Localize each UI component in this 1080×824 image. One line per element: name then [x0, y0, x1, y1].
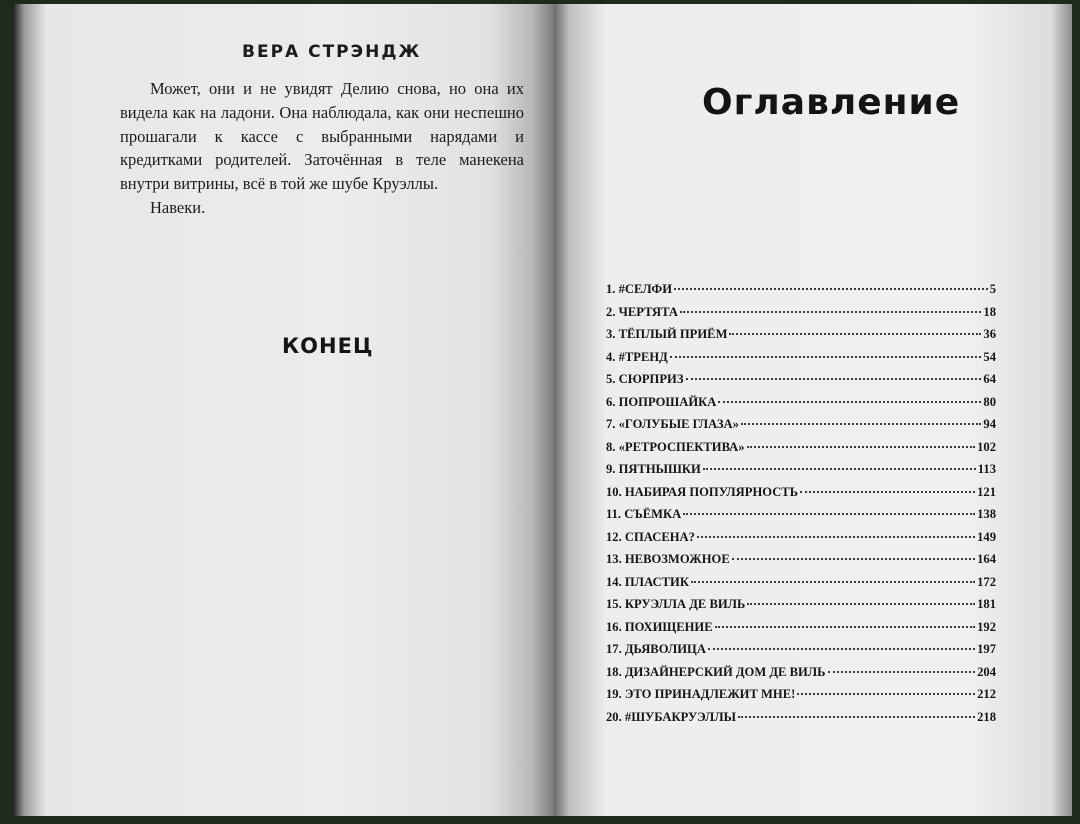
right-page: [554, 4, 1072, 816]
toc-dot-leader: [828, 671, 976, 673]
toc-dot-leader: [680, 311, 981, 313]
toc-dot-leader: [797, 693, 975, 695]
toc-entry-page-number: 204: [977, 664, 996, 679]
paragraph: Навеки.: [150, 197, 206, 217]
toc-entry-label: 3. ТЁПЛЫЙ ПРИЁМ: [606, 327, 728, 341]
toc-entry-page-number: 113: [977, 462, 996, 476]
toc-entry: [606, 372, 996, 395]
toc-entry-label: 16. ПОХИЩЕНИЕ: [606, 619, 713, 634]
toc-entry: [606, 507, 996, 530]
table-of-contents: [606, 282, 996, 732]
toc-dot-leader: [729, 333, 981, 335]
toc-entry-page-number: 164: [977, 552, 996, 566]
toc-entry-label: 4. #ТРЕНД: [606, 349, 668, 364]
toc-dot-leader: [747, 446, 976, 448]
toc-entry-label: 8. «РЕТРОСПЕКТИВА»: [606, 439, 745, 454]
toc-entry: [606, 350, 996, 373]
toc-entry: [606, 620, 996, 643]
toc-entry-label: 13. НЕВОЗМОЖНОЕ: [606, 552, 730, 566]
toc-entry-label: 15. КРУЭЛЛА ДЕ ВИЛЬ: [606, 597, 746, 611]
toc-entry-label: 12. СПАСЕНА?: [606, 529, 695, 544]
toc-dot-leader: [691, 581, 975, 583]
toc-entry: [606, 417, 996, 440]
toc-dot-leader: [686, 378, 982, 380]
toc-entry-page-number: 5: [989, 282, 996, 296]
toc-entry-label: 11. СЪЁМКА: [606, 507, 682, 521]
toc-entry: [606, 395, 996, 418]
toc-entry: [606, 687, 996, 710]
toc-entry-label: 19. ЭТО ПРИНАДЛЕЖИТ МНЕ!: [606, 687, 796, 701]
toc-entry-page-number: 102: [977, 439, 996, 454]
toc-entry-page-number: 54: [983, 349, 996, 364]
toc-entry-label: 17. ДЬЯВОЛИЦА: [606, 642, 706, 656]
toc-entry-page-number: 197: [977, 642, 996, 656]
toc-entry: [606, 552, 996, 575]
toc-entry-label: 6. ПОПРОШАЙКА: [606, 394, 717, 409]
toc-entry: [606, 282, 996, 305]
left-page: [14, 4, 554, 816]
toc-dot-leader: [732, 558, 975, 560]
toc-entry-page-number: 121: [977, 484, 996, 499]
toc-dot-leader: [747, 603, 975, 605]
toc-entry-label: 9. ПЯТНЫШКИ: [606, 462, 701, 476]
toc-entry-page-number: 149: [977, 529, 996, 544]
toc-entry-page-number: 64: [983, 372, 996, 386]
toc-title: Оглавление: [702, 82, 961, 123]
toc-dot-leader: [674, 288, 988, 290]
toc-entry: [606, 575, 996, 598]
toc-entry-label: 1. #СЕЛФИ: [606, 282, 673, 296]
toc-entry: [606, 642, 996, 665]
toc-dot-leader: [715, 626, 975, 628]
toc-entry: [606, 485, 996, 508]
toc-entry: [606, 305, 996, 328]
running-head: ВЕРА СТРЭНДЖ: [242, 42, 422, 62]
toc-entry-label: 5. СЮРПРИЗ: [606, 372, 684, 386]
toc-entry: [606, 530, 996, 553]
toc-entry: [606, 665, 996, 688]
toc-entry-page-number: 94: [983, 417, 996, 431]
toc-dot-leader: [683, 513, 975, 515]
book-spread: [14, 4, 1072, 816]
toc-dot-leader: [800, 491, 975, 493]
toc-dot-leader: [738, 716, 975, 718]
toc-entry-page-number: 138: [977, 507, 996, 521]
paragraph: Может, они и не увидят Делию снова, но она их видела как на ладони. Она наблюдала, как они неспешно прошагали к кассе с выбранными нарядами и кредитками родителей. Заточённая в теле манекена внутри витрины, всё в той же шубе Круэллы.: [120, 79, 524, 194]
toc-entry-page-number: 218: [977, 709, 996, 724]
toc-entry-label: 7. «ГОЛУБЫЕ ГЛАЗА»: [606, 417, 739, 431]
toc-entry-label: 10. НАБИРАЯ ПОПУЛЯРНОСТЬ: [606, 484, 799, 499]
toc-entry: [606, 710, 996, 733]
toc-entry-page-number: 18: [983, 304, 996, 319]
toc-entry-label: 2. ЧЕРТЯТА: [606, 304, 678, 319]
the-end-heading: КОНЕЦ: [282, 334, 374, 358]
toc-entry-label: 20. #ШУБАКРУЭЛЛЫ: [606, 709, 736, 724]
toc-dot-leader: [703, 468, 976, 470]
toc-entry: [606, 327, 996, 350]
toc-dot-leader: [670, 356, 982, 358]
toc-entry: [606, 597, 996, 620]
toc-entry: [606, 440, 996, 463]
toc-entry: [606, 462, 996, 485]
toc-entry-label: 18. ДИЗАЙНЕРСКИЙ ДОМ ДЕ ВИЛЬ: [606, 664, 826, 679]
toc-entry-page-number: 172: [977, 574, 996, 589]
toc-dot-leader: [718, 401, 981, 403]
toc-dot-leader: [741, 423, 981, 425]
toc-entry-page-number: 181: [977, 597, 996, 611]
toc-entry-page-number: 80: [983, 394, 996, 409]
toc-dot-leader: [697, 536, 975, 538]
toc-dot-leader: [708, 648, 975, 650]
toc-entry-page-number: 192: [977, 619, 996, 634]
body-text: [120, 77, 524, 220]
toc-entry-page-number: 36: [983, 327, 996, 341]
toc-entry-page-number: 212: [977, 687, 996, 701]
toc-entry-label: 14. ПЛАСТИК: [606, 574, 689, 589]
